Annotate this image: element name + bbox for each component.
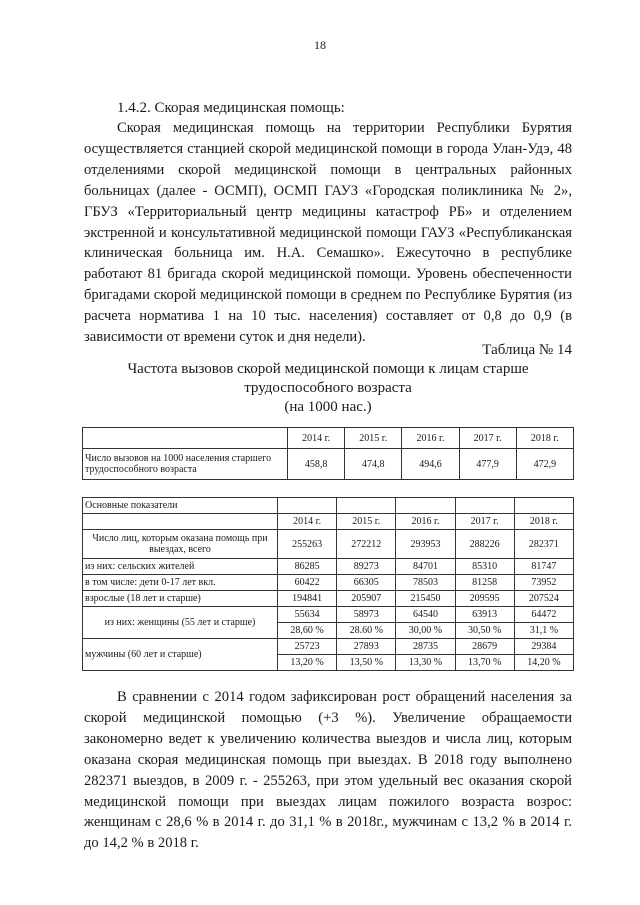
table-cell: 81258 xyxy=(455,575,514,591)
row-label: Число вызовов на 1000 населения старшего трудоспособного возраста xyxy=(83,449,288,480)
table-header-row xyxy=(83,514,574,530)
table-cell: 207524 xyxy=(514,591,573,607)
table-cell xyxy=(455,498,514,514)
table-cell: 25723 xyxy=(278,639,337,655)
table-cell: 28735 xyxy=(396,639,455,655)
main-indicators-table xyxy=(82,497,574,671)
table-cell: 28679 xyxy=(455,639,514,655)
table-cell: 84701 xyxy=(396,559,455,575)
table-label: Таблица № 14 xyxy=(482,342,572,358)
year-header: 2018 г. xyxy=(516,428,573,449)
paragraph-comparison: В сравнении с 2014 годом зафиксирован рост обращений населения за скорой медицинской помощью (+3 %). Увеличение обращаемости закономерно ведет к увеличению количества выездов и числа лиц, которым оказана скорая медицинская помощь при выездах. В 2018 году выполнено 282371 выездов, в 2009 г. - 255263, при этом удельный вес оказания скорой медицинской помощи при выездах лицам пожилого возраста возрос: женщинам с 28,6 % в 2014 г. до 31,1 % в 2018г., мужчинам с 13,2 % в 2014 г. до 14,2 % в 2018 г. xyxy=(84,689,572,852)
table-row xyxy=(83,575,574,591)
year-header: 2014 г. xyxy=(278,514,337,530)
table-cell: 282371 xyxy=(514,530,573,559)
table-title-line: Частота вызовов скорой медицинской помощи к лицам старше xyxy=(127,361,529,377)
table-row xyxy=(83,498,574,514)
table-cell: 255263 xyxy=(278,530,337,559)
year-header: 2017 г. xyxy=(455,514,514,530)
table-cell: 30,50 % xyxy=(455,623,514,639)
table-cell: 63913 xyxy=(455,607,514,623)
table-cell: 81747 xyxy=(514,559,573,575)
table-cell xyxy=(337,498,396,514)
table-cell xyxy=(514,498,573,514)
table-cell: 494,6 xyxy=(402,449,459,480)
table-cell: 288226 xyxy=(455,530,514,559)
table-header-cell: Основные показатели xyxy=(83,498,278,514)
page-number: 18 xyxy=(314,38,326,52)
table-cell: 86285 xyxy=(278,559,337,575)
table-cell: 293953 xyxy=(396,530,455,559)
table-cell: 14,20 % xyxy=(514,655,573,671)
table-row xyxy=(83,639,574,655)
row-label: Число лиц, которым оказана помощь при выездах, всего xyxy=(83,530,278,559)
table-cell: 85310 xyxy=(455,559,514,575)
year-header: 2015 г. xyxy=(345,428,402,449)
table-cell: 474,8 xyxy=(345,449,402,480)
table-row xyxy=(83,449,574,480)
table-cell: 58973 xyxy=(337,607,396,623)
table-cell: 31,1 % xyxy=(514,623,573,639)
table-cell: 209595 xyxy=(455,591,514,607)
table-title xyxy=(84,360,572,417)
table-cell: 28.60 % xyxy=(337,623,396,639)
table-title-line: трудоспособного возраста xyxy=(244,380,412,396)
table-cell: 13,20 % xyxy=(278,655,337,671)
table-cell: 194841 xyxy=(278,591,337,607)
table-cell: 78503 xyxy=(396,575,455,591)
table-cell: 64540 xyxy=(396,607,455,623)
paragraph-ambulance-service: Скорая медицинская помощь на территории Республики Бурятия осуществляется станцией скорой медицинской помощи в города Улан-Удэ, 48 отделениями скорой медицинской помощи в центральных районных больницах (далее - ОСМП), ОСМП ГАУЗ «Городская поликлиника № 2», ГБУЗ «Территориальный центр медицины катастроф РБ» и отделением экстренной и консультативной медицинской помощи ГАУЗ «Республиканская клиническая больница им. Н.А. Семашко». Ежесуточно в республике работают 81 бригада скорой медицинской помощи. Уровень обеспеченности бригадами скорой медицинской помощи в среднем по Республике Бурятия (из расчета норматива 1 на 10 тыс. населения) составляет от 0,8 до 0,9 (в зависимости от времени суток и дня недели). xyxy=(84,120,572,346)
table-cell: 205907 xyxy=(337,591,396,607)
table-cell: 28,60 % xyxy=(278,623,337,639)
table-cell: 66305 xyxy=(337,575,396,591)
table-cell: 55634 xyxy=(278,607,337,623)
year-header: 2017 г. xyxy=(459,428,516,449)
row-label: из них: сельских жителей xyxy=(83,559,278,575)
table-cell xyxy=(83,514,278,530)
table-cell: 27893 xyxy=(337,639,396,655)
calls-rate-table xyxy=(82,427,574,480)
table-cell: 472,9 xyxy=(516,449,573,480)
table-cell: 73952 xyxy=(514,575,573,591)
table-cell: 30,00 % xyxy=(396,623,455,639)
year-header: 2014 г. xyxy=(288,428,345,449)
table-cell: 13,70 % xyxy=(455,655,514,671)
table-row xyxy=(83,607,574,623)
table-header-cell xyxy=(83,428,288,449)
year-header: 2016 г. xyxy=(402,428,459,449)
table-cell: 13,50 % xyxy=(337,655,396,671)
table-row xyxy=(83,559,574,575)
table-header-row xyxy=(83,428,574,449)
table-cell: 29384 xyxy=(514,639,573,655)
table-title-line: (на 1000 нас.) xyxy=(284,399,372,415)
section-title: 1.4.2. Скорая медицинская помощь: xyxy=(117,100,345,116)
row-label: взрослые (18 лет и старше) xyxy=(83,591,278,607)
table-cell xyxy=(396,498,455,514)
table-cell: 60422 xyxy=(278,575,337,591)
table-cell: 13,30 % xyxy=(396,655,455,671)
row-label: из них: женщины (55 лет и старше) xyxy=(83,607,278,639)
row-label: в том числе: дети 0-17 лет вкл. xyxy=(83,575,278,591)
table-row xyxy=(83,530,574,559)
table-cell: 477,9 xyxy=(459,449,516,480)
table-cell: 64472 xyxy=(514,607,573,623)
year-header: 2016 г. xyxy=(396,514,455,530)
year-header: 2015 г. xyxy=(337,514,396,530)
table-cell: 215450 xyxy=(396,591,455,607)
year-header: 2018 г. xyxy=(514,514,573,530)
table-cell: 458,8 xyxy=(288,449,345,480)
table-cell: 272212 xyxy=(337,530,396,559)
row-label: мужчины (60 лет и старше) xyxy=(83,639,278,671)
table-cell: 89273 xyxy=(337,559,396,575)
table-row xyxy=(83,591,574,607)
table-cell xyxy=(278,498,337,514)
